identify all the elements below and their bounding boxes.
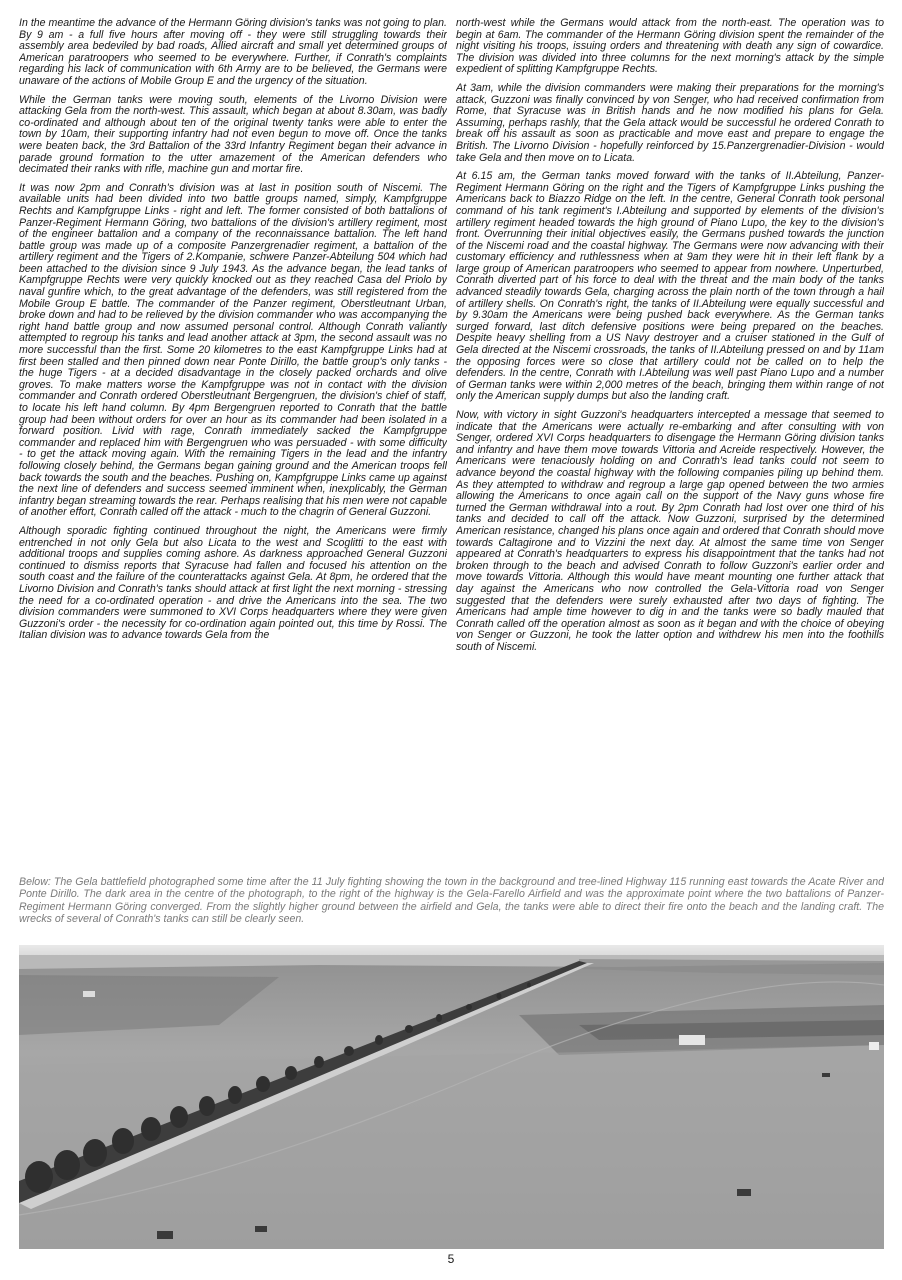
sky (19, 945, 884, 955)
paragraph: It was now 2pm and Conrath's division was at last in position south of Niscemi. The available units had been divided into two battle groups named, simply, Kampfgruppe Rechts and Kampfgruppe Links - right and left. The former consisted of both battalions of Panzer-Regiment Hermann Göring, two battalions of the division's artillery regiment, most of the engineer battalion and a company of the reconnaissance battalion. The left hand battle group was made up of a composite Panzergrenadier regiment, a battalion of the artillery regiment and the Tigers of 2.Kompanie, schwere Panzer-Abteilung 504 which had been attached to the division since 9 July 1943. As the advance began, the lead tanks of Kampfgruppe Rechts were very quickly knocked out as they reached Casa del Priolo by naval gunfire which, to the great advantage of the defenders, was still registered from the Mobile Group E battle. The commander of the Panzer regiment, Oberstleutnant Urban, broke down and had to be relieved by the division commander who was accompanying the right hand battle group and now assumed personal control. Although Conrath valiantly attempted to regroup his tanks and lead another attack at 3pm, the second assault was no more successful than the first. Some 20 kilometres to the east Kampfgruppe Links had at first been stalled and then pinned down near Ponte Dirillo, the battle group's only tanks - the huge Tigers - at a decided disadvantage in the closely packed orchards and olive groves. To make matters worse the Kampfgruppe was not in contact with the division commander and Conrath ordered Oberstleutnant Bergengruen, the division's chief of staff, to locate his left hand column. By 4pm Bergengruen reported to Conrath that the battle group had been without orders for over an hour as its commander had been isolated in a forward position. Livid with rage, Conrath immediately sacked the Kampfgruppe commander and replaced him with Bergengruen who was persuaded - with some difficulty - to get the attack moving again. With the remaining Tigers in the lead and the infantry following closely behind, the Germans began gaining ground and the American troops fell back towards the south and the beaches. Pushing on, Kampfgruppe Links came up against the next line of defenders and success seemed imminent when, inexplicably, the German infantry began streaming towards the rear. Perhaps realising that his men were not capable of another effort, Conrath called off the attack - much to the chagrin of General Guzzoni. (19, 181, 447, 519)
right-column (456, 18, 884, 864)
paragraph: north-west while the Germans would attack from the north-east. The operation was to begin at 6am. The commander of the Hermann Göring division spent the remainder of the night visiting his troops, issuing orders and threatening with death any sign of cowardice. The division was divided into three columns for the next morning's attack by the simple expedient of splitting Kampfgruppe Rechts. (456, 18, 884, 76)
farm-building (679, 1035, 705, 1045)
left-column (19, 18, 447, 864)
paragraph: At 6.15 am, the German tanks moved forward with the tanks of II.Abteilung, Panzer-Regiment Hermann Göring on the right and the Tigers of Kampfgruppe Links pushing the Americans back to Biazzo Ridge on the left. In the centre, General Conrath took personal command of his tank regiment's I.Abteilung and supported by elements of the division's artillery regiment headed towards the high ground of Piano Lupo, the key to the division's front. Overrunning their initial objectives easily, the Germans pushed towards the junction of the Niscemi road and the coastal highway. The Germans were now advancing with their customary efficiency and ruthlessness when at 9am they were hit in their left flank by a large group of American paratroopers who seemed to appear from nowhere. Unperturbed, Conrath diverted part of his force to deal with the threat and the main body of the tanks advanced steadily towards Gela, charging across the plain north of the town through a hail of artillery shells. On Conrath's right, the tanks of II.Abteilung were equally successful and by 9.30am the Americans were being pushed back everywhere. As the German tanks surged forward, last ditch defensive positions were being prepared on the beaches. Despite heavy shelling from a US Navy destroyer and a cruiser stationed in the Gulf of Gela directed at the Niscemi crossroads, the tanks of II.Abteilung pressed on and by 11am the opposing forces were so close that artillery could not be called on to help the defenders. In the centre, Conrath with I.Abteilung was well past Piano Lupo and a number of German tanks were within 2,000 metres of the beach, bringing them within range of not only the American supply dumps but also the landing craft. (456, 170, 884, 403)
battlefield-photo-drawing (19, 945, 884, 1249)
paragraph: At 3am, while the division commanders were making their preparations for the morning's attack, Guzzoni was finally convinced by von Senger, who had received confirmation from Rome, that Syracuse was in British hands and he now modified his plans for Gela. Assuming, perhaps rashly, that the Gela attack would be successful he ordered Conrath to break off his assault as soon as practicable and move east and prepare to engage the British. The Livorno Division - hopefully reinforced by 15.Panzergrenadier-Division - would take Gela and then move on to Licata. (456, 81, 884, 164)
article-body (19, 18, 884, 864)
photo-caption: Below: The Gela battlefield photographed some time after the 11 July fighting showing the town in the background and tree-lined Highway 115 running east towards the Acate River and Ponte Dirillo. The dark area in the centre of the photograph, to the right of the highway is the Gela-Farello Airfield and was the approximate point where the two battalions of Panzer-Regiment Hermann Göring converged. From the slightly higher ground between the airfield and Gela, the tanks were able to direct their fire onto the beach and the landing craft. The wrecks of several of Conrath's tanks can still be clearly seen. (19, 876, 884, 926)
battlefield-photograph (19, 945, 884, 1249)
paragraph: Now, with victory in sight Guzzoni's headquarters intercepted a message that seemed to indicate that the Americans were actually re-embarking and after consulting with von Senger, ordered XVI Corps headquarters to disengage the Hermann Göring division tanks and infantry and have them move towards Vittoria and Acreide respectively. However, the Americans were tenaciously holding on and Conrath's lead tanks could not seem to advance beyond the coastal highway with the following companies piling up behind them. As they attempted to withdraw and regroup a large gap opened between the two armies allowing the Americans to once again call on the support of the Navy guns whose fire turned the German withdrawal into a rout. By 2pm Conrath had lost over one third of his tanks and decided to call off the attack. Now Guzzoni, surprised by the determined American resistance, changed his plans once again and ordered that Conrath should move towards Caltagirone and to Vizzini the next day. At almost the same time von Senger appeared at Conrath's headquarters to express his disappointment that the tanks had not broken through to the beach and advised Conrath to follow Guzzoni's earlier order and move towards Vittoria. Although this would have meant mounting one further attack that day against the Americans who now controlled the Gela-Vittoria road von Senger suggested that the defenders were surely exhausted after two days of fighting. The Americans had ample time however to dig in and the tanks were so badly mauled that Conrath called off the operation almost as soon as it began and with the choice of obeying von Senger or Guzzoni, he took the latter option and withdrew his men into the foothills south of Niscemi. (456, 409, 884, 653)
page-number: 5 (447, 1252, 455, 1266)
paragraph: Although sporadic fighting continued throughout the night, the Americans were firmly entrenched in not only Gela but also Licata to the west and Scoglitti to the east with additional troops and supplies coming ashore. As darkness approached General Guzzoni continued to dismiss reports that Syracuse had fallen and focused his attention on the south coast and the failure of the counterattacks against Gela. At 8pm, he ordered that the Livorno Division and Conrath's tanks should attack at first light the next morning - stressing the need for a co-ordinated operation - and drive the Americans into the sea. The two division commanders were summoned to XVI Corps headquarters where they were given Guzzoni's order - the necessity for co-ordination again pointed out, this time by Rossi. The Italian division was to advance towards Gela from the (19, 524, 447, 642)
farm-building (83, 991, 95, 997)
farm-building (869, 1042, 879, 1050)
paragraph: While the German tanks were moving south, elements of the Livorno Division were attacking Gela from the north-west. This assault, which began at about 8.30am, was badly co-ordinated and although about ten of the original twenty tanks were able to enter the town by 10am, their supporting infantry had not even begun to move off. Once the tanks were beaten back, the 3rd Battalion of the 33rd Infantry Regiment began their advance in parade ground formation to the utter amazement of the American defenders who decimated their ranks with rifle, machine gun and mortar fire. (19, 93, 447, 176)
paragraph: In the meantime the advance of the Hermann Göring division's tanks was not going to plan. By 9 am - a full five hours after moving off - they were still struggling towards their assembly area bedeviled by bad roads, Allied aircraft and small yet determined groups of American paratroopers who seemed to be everywhere. Further, if Conrath's complaints regarding his lack of communication with 6th Army are to be believed, the Germans were unaware of the actions of Mobile Group E and the urgency of the situation. (19, 18, 447, 87)
